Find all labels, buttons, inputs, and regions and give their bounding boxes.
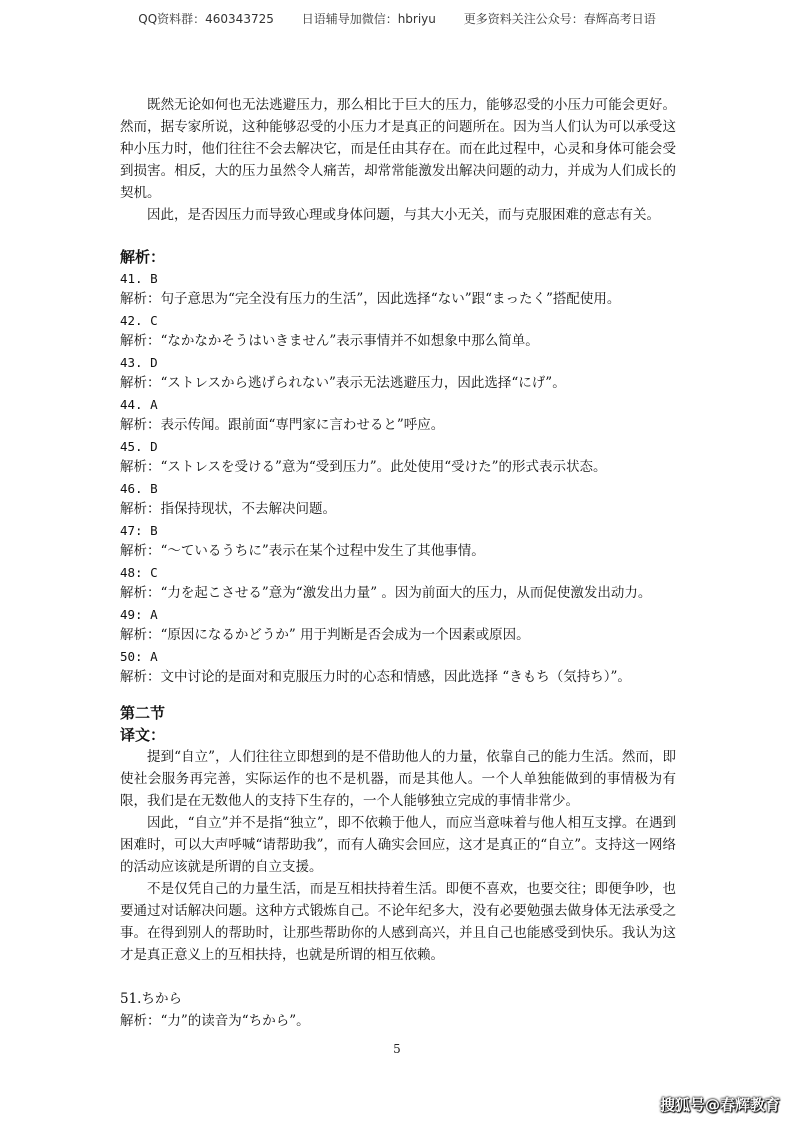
answer-number: 43. D: [120, 355, 158, 370]
answer-explanation: 解析：“原因になるかどうか” 用于判断是否会成为一个因素或原因。: [120, 627, 530, 643]
header-wechat: 日语辅导加微信：hbriyu: [301, 12, 436, 26]
answer-explanation: 解析：指保持现状，不去解决问题。: [120, 501, 336, 517]
answer-explanation: 解析：“ストレスから逃げられない”表示无法逃避压力，因此选择“にげ”。: [120, 375, 566, 391]
document-body: [120, 94, 676, 1032]
answer-number: 41. B: [120, 271, 158, 286]
analysis-heading: 解析：: [120, 248, 166, 266]
page-number: 5: [393, 1042, 401, 1056]
answer-number: 45. D: [120, 439, 158, 454]
watermark: 搜狐号@春辉教育: [659, 1096, 780, 1114]
answer-explanation: 解析：“なかなかそうはいきません”表示事情并不如想象中那么简单。: [120, 333, 539, 349]
translation-paragraph-3: 不是仅凭自己的力量生活，而是互相扶持着生活。即便不喜欢，也要交往；即便争吵，也要通过对话解决问题。这种方式锻炼自己。不论年纪多大，没有必要勉强去做身体无法承受之事。在得到别人的帮助时，让那些帮助你的人感到高兴，并且自己也能感受到快乐。我认为这才是真正意义上的互相扶持，也就是所谓的相互依赖。: [120, 881, 676, 963]
answer-explanation: 解析：“力を起こさせる”意为“激发出力量” 。因为前面大的压力，从而促使激发出动力。: [120, 585, 652, 601]
translation-paragraph-1: 提到“自立”，人们往往立即想到的是不借助他人的力量，依靠自己的能力生活。然而，即使社会服务再完善，实际运作的也不是机器，而是其他人。一个人单独能做到的事情极为有限，我们是在无数他人的支持下生存的，一个人能够独立完成的事情非常少。: [120, 749, 676, 809]
intro-paragraph-1: 既然无论如何也无法逃避压力，那么相比于巨大的压力，能够忍受的小压力可能会更好。然而，据专家所说，这种能够忍受的小压力才是真正的问题所在。因为当人们认为可以承受这种小压力时，他们往往不会去解决它，而是任由其存在。而在此过程中，心灵和身体可能会受到损害。相反，大的压力虽然令人痛苦，却常常能激发出解决问题的动力，并成为人们成长的契机。: [120, 97, 676, 201]
answer-number: 49: A: [120, 607, 158, 622]
question-51-explanation: 解析：“力”的读音为“ちから”。: [120, 1013, 310, 1029]
question-51-answer: 51.ちから: [120, 991, 182, 1007]
header-official-account: 更多资料关注公众号：春辉高考日语: [463, 12, 656, 26]
answer-number: 50: A: [120, 649, 158, 664]
answer-number: 47: B: [120, 523, 158, 538]
answer-number: 48: C: [120, 565, 158, 580]
answer-number: 46. B: [120, 481, 158, 496]
answer-explanation: 解析：“～ているうちに”表示在某个过程中发生了其他事情。: [120, 543, 485, 559]
intro-paragraph-2: 因此，是否因压力而导致心理或身体问题，与其大小无关，而与克服困难的意志有关。: [147, 207, 660, 223]
header-qq-group: QQ资料群：460343725: [138, 12, 274, 26]
answer-explanation: 解析：表示传闻。跟前面“専門家に言わせると”呼应。: [120, 417, 445, 433]
section-2-heading: 第二节: [120, 704, 166, 722]
translation-paragraph-2: 因此，“自立”并不是指“独立”，即不依赖于他人，而应当意味着与他人相互支撑。在遇到困难时，可以大声呼喊“请帮助我”，而有人确实会回应，这才是真正的“自立”。支持这一网络的活动应该就是所谓的自立支援。: [120, 815, 676, 875]
answer-explanation: 解析：“ストレスを受ける”意为“受到压力”。此处使用“受けた”的形式表示状态。: [120, 459, 607, 475]
answer-number: 42. C: [120, 313, 158, 328]
answer-explanation: 解析：句子意思为“完全没有压力的生活”，因此选择“ない”跟“まったく”搭配使用。: [120, 291, 621, 307]
answer-number: 44. A: [120, 397, 158, 412]
page-header: [0, 10, 794, 27]
answer-explanation: 解析：文中讨论的是面对和克服压力时的心态和情感，因此选择 “きもち（気持ち）”。: [120, 669, 631, 685]
answer-list: [120, 268, 676, 688]
translation-label: 译文：: [120, 726, 166, 744]
